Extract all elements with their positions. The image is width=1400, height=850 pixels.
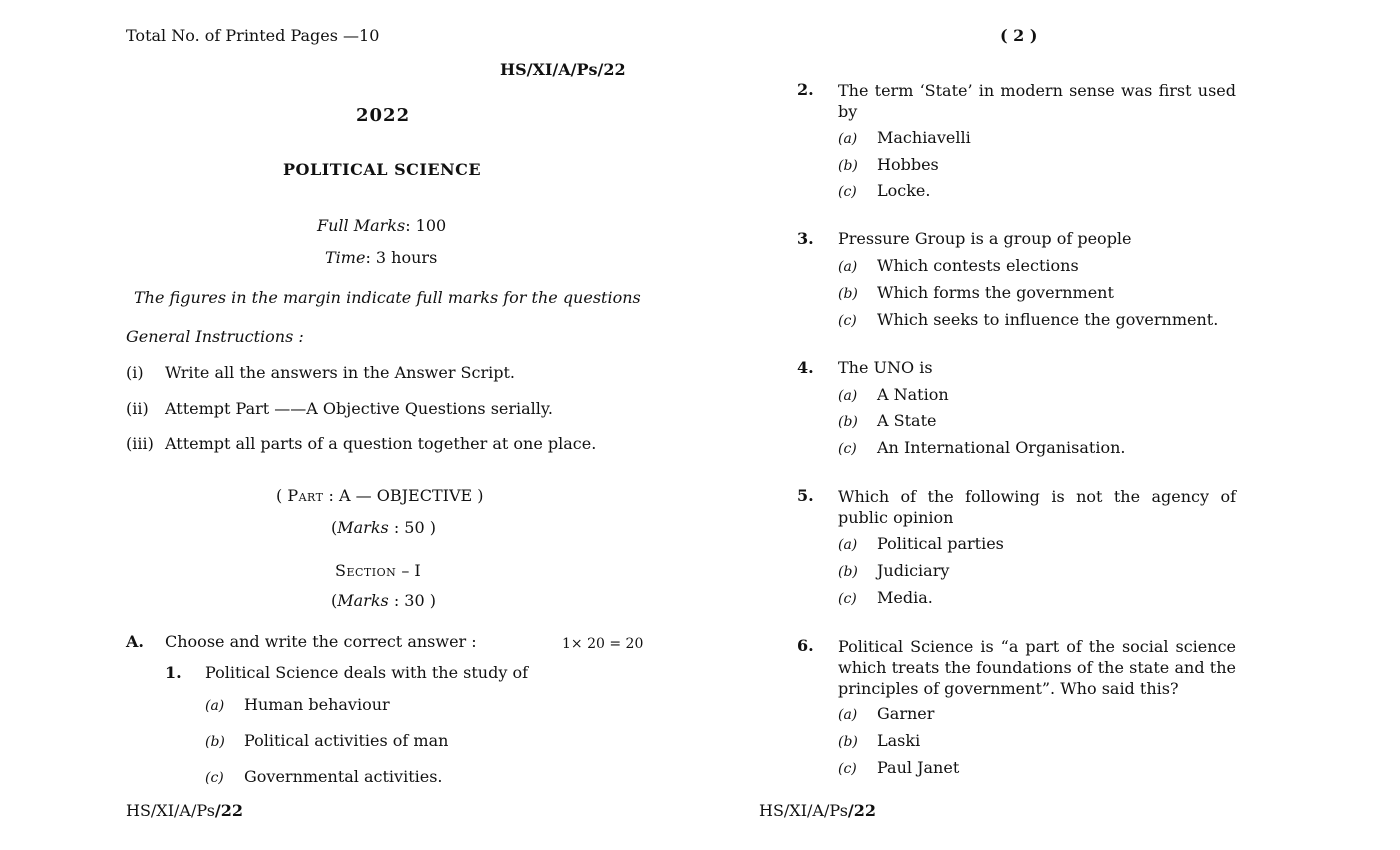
part-marks [331,518,436,538]
exam-time [325,248,437,268]
question-number: 2. [797,80,814,99]
option-text: Which contests elections [877,256,1079,275]
printed-pages-note: Total No. of Printed Pages —10 [126,26,380,45]
part-rest: : A — OBJECTIVE ) [323,486,484,505]
option-text: Human behaviour [244,695,390,714]
option-text: An International Organisation. [877,438,1126,457]
part-heading [276,486,484,506]
section-word: Section [335,561,397,580]
part-word: Part [287,486,324,505]
question-text: Which of the following is not the agency of public opinion [838,487,1236,527]
option-text: Hobbes [877,155,939,174]
question-number: 5. [797,486,814,505]
option-text: Which forms the government [877,283,1114,302]
instruction-num: (iii) [126,434,154,453]
option-text: A State [877,411,937,430]
option-text: Laski [877,731,921,750]
option-label: (b) [838,734,858,750]
full-marks-value: : 100 [405,216,447,235]
option-text: Political parties [877,534,1004,553]
margin-note: The figures in the margin indicate full marks for the questions [134,288,641,307]
footer-code [759,801,876,821]
option-text: Media. [877,588,933,607]
exam-year: 2022 [356,105,411,126]
full-marks-label: Full Marks [317,216,406,235]
instructions-heading: General Instructions : [126,327,304,346]
option-text: Paul Janet [877,758,960,777]
option-label: (b) [838,286,858,302]
question-number: 1. [165,663,182,682]
option-label: (a) [838,537,858,553]
full-marks [317,216,446,236]
option-label: (c) [838,184,857,200]
part-marks-label: Marks [337,518,389,537]
option-label: (b) [838,564,858,580]
paper-code: HS/XI/A/Ps/22 [500,60,626,79]
question-text: Political Science is “a part of the social science which treats the foundations of the state and the principles of government”. Who said this? [838,637,1236,698]
question-group-marks: 1× 20 = 20 [562,636,644,652]
instruction-text: Attempt all parts of a question together at one place. [165,434,597,453]
footer-code-text: HS/XI/A/Ps [126,801,215,820]
part-marks-open: ( [331,518,338,537]
section-marks-label: Marks [337,591,389,610]
question-group-label: A. [126,632,144,651]
question-number: 6. [797,636,814,655]
footer-code [126,801,243,821]
part-open: ( [276,486,288,505]
section-marks-open: ( [331,591,338,610]
question-group-text: Choose and write the correct answer : [165,632,477,651]
option-text: Governmental activities. [244,767,443,786]
section-heading [335,561,421,581]
question-text: Pressure Group is a group of people [838,229,1132,248]
section-marks-value: : 30 ) [388,591,436,610]
instruction-num: (ii) [126,399,149,418]
option-label: (a) [838,707,858,723]
question-number: 3. [797,229,814,248]
page-number: ( 2 ) [1000,26,1038,45]
option-label: (c) [838,591,857,607]
option-text: Political activities of man [244,731,449,750]
question-text: Political Science deals with the study of [205,663,529,682]
option-text: Machiavelli [877,128,971,147]
instruction-num: (i) [126,363,144,382]
option-label: (c) [205,770,224,786]
option-label: (b) [205,734,225,750]
subject-title: POLITICAL SCIENCE [283,160,482,179]
option-label: (c) [838,441,857,457]
section-marks [331,591,436,611]
option-text: A Nation [877,385,949,404]
part-marks-value: : 50 ) [388,518,436,537]
question-text: The term ‘State’ in modern sense was first used by [838,81,1236,121]
question-number: 4. [797,358,814,377]
question-text: The UNO is [838,358,933,377]
option-text: Garner [877,704,935,723]
instruction-text: Write all the answers in the Answer Script. [165,363,515,382]
option-text: Judiciary [877,561,950,580]
option-label: (a) [838,131,858,147]
option-label: (a) [838,259,858,275]
time-value: : 3 hours [365,248,438,267]
option-label: (b) [838,414,858,430]
option-label: (a) [205,698,225,714]
option-text: Which seeks to influence the government. [877,310,1219,329]
footer-code-text: HS/XI/A/Ps [759,801,848,820]
section-rest: – I [396,561,421,580]
time-label: Time [325,248,366,267]
option-label: (b) [838,158,858,174]
footer-code-year: /22 [847,801,877,820]
option-label: (a) [838,388,858,404]
option-label: (c) [838,313,857,329]
instruction-text: Attempt Part ——A Objective Questions serially. [165,399,553,418]
footer-code-year: /22 [214,801,244,820]
option-text: Locke. [877,181,931,200]
option-label: (c) [838,761,857,777]
